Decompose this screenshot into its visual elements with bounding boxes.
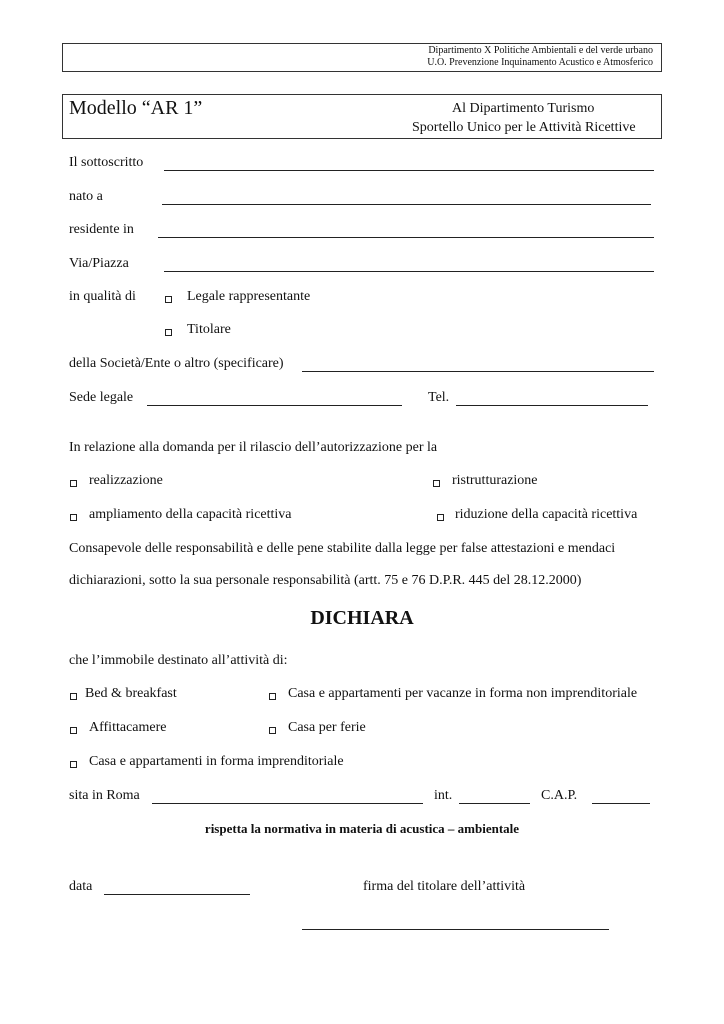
realizzazione-label: realizzazione bbox=[89, 473, 163, 488]
casa-app-vacanze-checkbox[interactable] bbox=[269, 693, 276, 700]
via-piazza-field[interactable] bbox=[164, 271, 654, 272]
riduzione-checkbox[interactable] bbox=[437, 514, 444, 521]
titolare-label: Titolare bbox=[187, 322, 231, 337]
realizzazione-checkbox[interactable] bbox=[70, 480, 77, 487]
firma-field[interactable] bbox=[302, 929, 609, 930]
model-title: Modello “AR 1” bbox=[69, 97, 203, 119]
titolare-checkbox[interactable] bbox=[165, 329, 172, 336]
legale-rappresentante-label: Legale rappresentante bbox=[187, 289, 311, 304]
residente-in-field[interactable] bbox=[158, 237, 654, 238]
societa-field[interactable] bbox=[302, 371, 654, 372]
affittacamere-checkbox[interactable] bbox=[70, 727, 77, 734]
residente-in-label: residente in bbox=[69, 222, 134, 237]
dichiara-heading: DICHIARA bbox=[310, 607, 414, 629]
casa-app-impr-checkbox[interactable] bbox=[70, 761, 77, 768]
tel-label: Tel. bbox=[428, 390, 450, 405]
tel-field[interactable] bbox=[456, 405, 648, 406]
ristrutturazione-checkbox[interactable] bbox=[433, 480, 440, 487]
affittacamere-label: Affittacamere bbox=[89, 720, 167, 735]
riduzione-label: riduzione della capacità ricettiva bbox=[455, 507, 638, 522]
header-unit: U.O. Prevenzione Inquinamento Acustico e Atmosferico bbox=[427, 57, 653, 68]
casa-ferie-checkbox[interactable] bbox=[269, 727, 276, 734]
cap-field[interactable] bbox=[592, 803, 650, 804]
firma-label: firma del titolare dell’attività bbox=[363, 879, 526, 894]
sede-legale-field[interactable] bbox=[147, 405, 402, 406]
ampliamento-checkbox[interactable] bbox=[70, 514, 77, 521]
casa-app-impr-label: Casa e appartamenti in forma imprenditoriale bbox=[89, 754, 344, 769]
bed-breakfast-checkbox[interactable] bbox=[70, 693, 77, 700]
immobile-intro: che l’immobile destinato all’attività di: bbox=[69, 653, 288, 668]
ristrutturazione-label: ristrutturazione bbox=[452, 473, 538, 488]
sita-in-roma-label: sita in Roma bbox=[69, 788, 140, 803]
data-field[interactable] bbox=[104, 894, 250, 895]
sede-legale-label: Sede legale bbox=[69, 390, 134, 405]
sottoscritto-field[interactable] bbox=[164, 170, 654, 171]
request-intro: In relazione alla domanda per il rilascio dell’autorizzazione per la bbox=[69, 440, 438, 455]
recipient-line-1: Al Dipartimento Turismo bbox=[452, 101, 595, 116]
cap-label: C.A.P. bbox=[541, 788, 578, 803]
via-piazza-label: Via/Piazza bbox=[69, 256, 129, 271]
nato-a-label: nato a bbox=[69, 189, 103, 204]
casa-ferie-label: Casa per ferie bbox=[288, 720, 366, 735]
data-label: data bbox=[69, 879, 93, 894]
casa-app-vacanze-label: Casa e appartamenti per vacanze in forma non imprenditoriale bbox=[288, 686, 638, 701]
ampliamento-label: ampliamento della capacità ricettiva bbox=[89, 507, 292, 522]
sita-in-roma-field[interactable] bbox=[152, 803, 423, 804]
consapevole-line-2: dichiarazioni, sotto la sua personale responsabilità (artt. 75 e 76 D.P.R. 445 del 28.12.2000) bbox=[69, 573, 582, 588]
legale-rappresentante-checkbox[interactable] bbox=[165, 296, 172, 303]
int-label: int. bbox=[434, 788, 453, 803]
nato-a-field[interactable] bbox=[162, 204, 651, 205]
header-department: Dipartimento X Politiche Ambientali e del verde urbano bbox=[428, 45, 653, 56]
recipient-line-2: Sportello Unico per le Attività Ricettive bbox=[412, 120, 636, 135]
sottoscritto-label: Il sottoscritto bbox=[69, 155, 144, 170]
int-field[interactable] bbox=[459, 803, 530, 804]
bed-breakfast-label: Bed & breakfast bbox=[85, 686, 177, 701]
rispetta-statement: rispetta la normativa in materia di acustica – ambientale bbox=[204, 821, 520, 836]
consapevole-line-1: Consapevole delle responsabilità e delle pene stabilite dalla legge per false attestazioni e mendaci bbox=[69, 541, 616, 556]
societa-label: della Società/Ente o altro (specificare) bbox=[69, 356, 284, 371]
in-qualita-di-label: in qualità di bbox=[69, 289, 136, 304]
